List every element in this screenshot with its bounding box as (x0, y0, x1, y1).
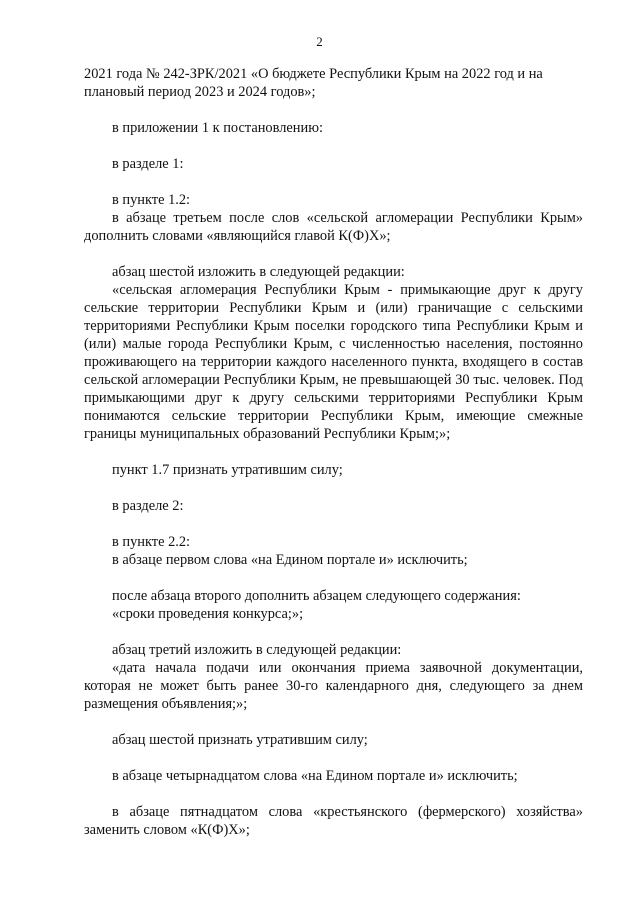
document-body (84, 65, 583, 839)
paragraph-section-2: в разделе 2: (112, 498, 184, 514)
paragraph-abzac-3-addition: в абзаце третьем после слов «сельской агломерации Республики Крым» дополнить словами «являющийся главой К(Ф)Х»; (84, 210, 583, 244)
paragraph-point-1-2: в пункте 1.2: (112, 192, 191, 208)
paragraph-point-2-2: в пункте 2.2: (112, 534, 191, 550)
paragraph-appendix-1: в приложении 1 к постановлению: (112, 120, 323, 136)
paragraph-budget-law-ref: 2021 года № 242-ЗРК/2021 «О бюджете Республики Крым на 2022 год и на плановый период 2023 и 2024 годов»; (84, 66, 543, 100)
page-number: 2 (316, 34, 323, 49)
paragraph-abzac-14-exclude: в абзаце четырнадцатом слова «на Едином портале и» исключить; (112, 768, 518, 784)
paragraph-abzac-6-intro: абзац шестой изложить в следующей редакции: (112, 264, 405, 280)
paragraph-after-abzac-2: после абзаца второго дополнить абзацем следующего содержания: (112, 588, 521, 604)
paragraph-abzac-1-exclude: в абзаце первом слова «на Едином портале и» исключить; (112, 552, 468, 568)
paragraph-abzac-3-intro: абзац третий изложить в следующей редакции: (112, 642, 402, 658)
paragraph-agglomeration-definition: «сельская агломерация Республики Крым - примыкающие друг к другу сельские территории Республики Крым и (или) граничащие с сельскими территориями Республики Крым поселки городского типа Республики Крым и (или) малые города Республики Крым, с численностью населения, постоянно проживающего на территории каждого населенного пункта, входящего в состав сельской агломерации Республики Крым, не превышающей 30 тыс. человек. Под примыкающими друг к другу сельскими территориями Республики Крым понимаются сельские территории Республики Крым, имеющие смежные границы муниципальных образований Республики Крым;»; (84, 282, 583, 442)
paragraph-abzac-15-replace: в абзаце пятнадцатом слова «крестьянского (фермерского) хозяйства» заменить словом «К(Ф)Х»; (84, 804, 583, 838)
paragraph-abzac-6-void: абзац шестой признать утратившим силу; (112, 732, 368, 748)
paragraph-section-1: в разделе 1: (112, 156, 184, 172)
paragraph-contest-terms: «сроки проведения конкурса;»; (112, 606, 304, 622)
paragraph-application-date: «дата начала подачи или окончания приема заявочной документации, которая не может быть ранее 30-го календарного дня, следующего за днем размещения объявления;»; (84, 660, 583, 712)
paragraph-point-1-7: пункт 1.7 признать утратившим силу; (112, 462, 343, 478)
